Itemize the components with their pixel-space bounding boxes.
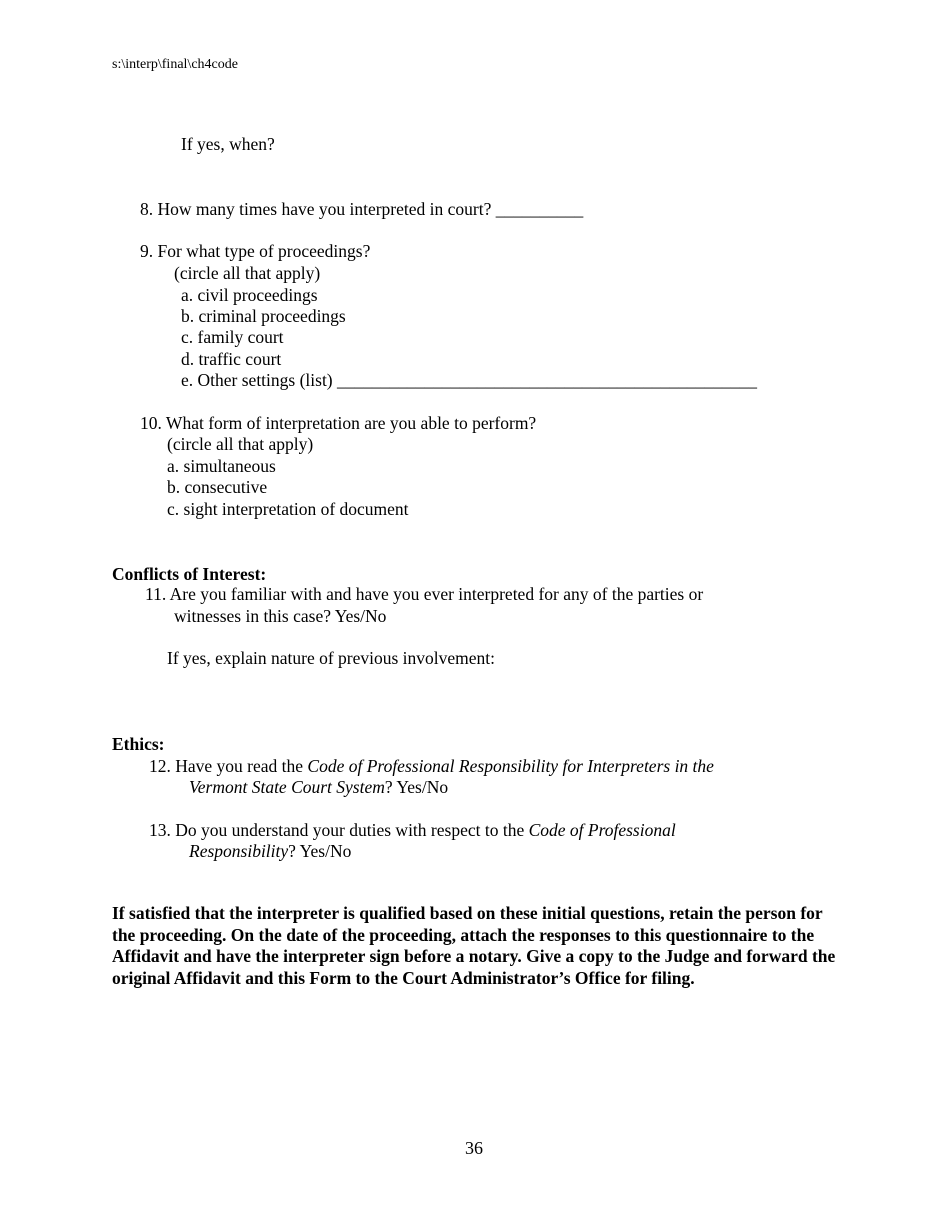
q10-option: b. consecutive — [167, 477, 268, 497]
q12-answer: ? Yes/No — [384, 777, 449, 797]
q9-option: c. family court — [181, 327, 284, 347]
question-11-cont: witnesses in this case? Yes/No — [174, 606, 387, 626]
page-number: 36 — [465, 1138, 483, 1158]
ethics-heading: Ethics: — [112, 734, 165, 754]
q10-option: c. sight interpretation of document — [167, 499, 409, 519]
q9-instruction: (circle all that apply) — [174, 263, 321, 283]
question-8: 8. How many times have you interpreted in court? __________ — [140, 199, 584, 219]
conflicts-heading: Conflicts of Interest: — [112, 564, 267, 584]
question-13-cont — [189, 841, 351, 862]
final-instructions: If satisfied that the interpreter is qualified based on these initial questions, retain the person for the proceeding. On the date of the proceeding, attach the responses to this questionnaire to the Affidavit and have the interpreter sign before a notary. Give a copy to the Judge and forward the original Affidavit and this Form to the Court Administrator’s Office for filing. — [112, 903, 836, 988]
q10-option: a. simultaneous — [167, 456, 276, 476]
q11-followup: If yes, explain nature of previous involvement: — [167, 648, 496, 668]
q12-code-title-cont: Vermont State Court System — [189, 777, 385, 797]
q7-followup: If yes, when? — [181, 134, 275, 154]
q13-code-title: Code of Professional — [528, 820, 676, 840]
q9-option-other: e. Other settings (list) ________________________________________________ — [181, 370, 758, 390]
q10-instruction: (circle all that apply) — [167, 434, 314, 454]
q12-text: 12. Have you read the — [149, 756, 308, 776]
q9-option: a. civil proceedings — [181, 285, 318, 305]
q9-option: d. traffic court — [181, 349, 282, 369]
q9-prompt: 9. For what type of proceedings? — [140, 241, 371, 261]
q13-code-title-cont: Responsibility — [189, 841, 289, 861]
q13-answer: ? Yes/No — [288, 841, 352, 861]
q9-option: b. criminal proceedings — [181, 306, 346, 326]
file-path-header: s:\interp\final\ch4code — [112, 57, 238, 72]
question-11: 11. Are you familiar with and have you ever interpreted for any of the parties or — [145, 584, 704, 604]
question-12 — [149, 756, 714, 777]
question-13 — [149, 820, 676, 841]
q10-prompt: 10. What form of interpretation are you able to perform? — [140, 413, 537, 433]
question-12-cont — [189, 777, 448, 798]
q12-code-title: Code of Professional Responsibility for Interpreters in the — [307, 756, 714, 776]
q13-text: 13. Do you understand your duties with respect to the — [149, 820, 529, 840]
